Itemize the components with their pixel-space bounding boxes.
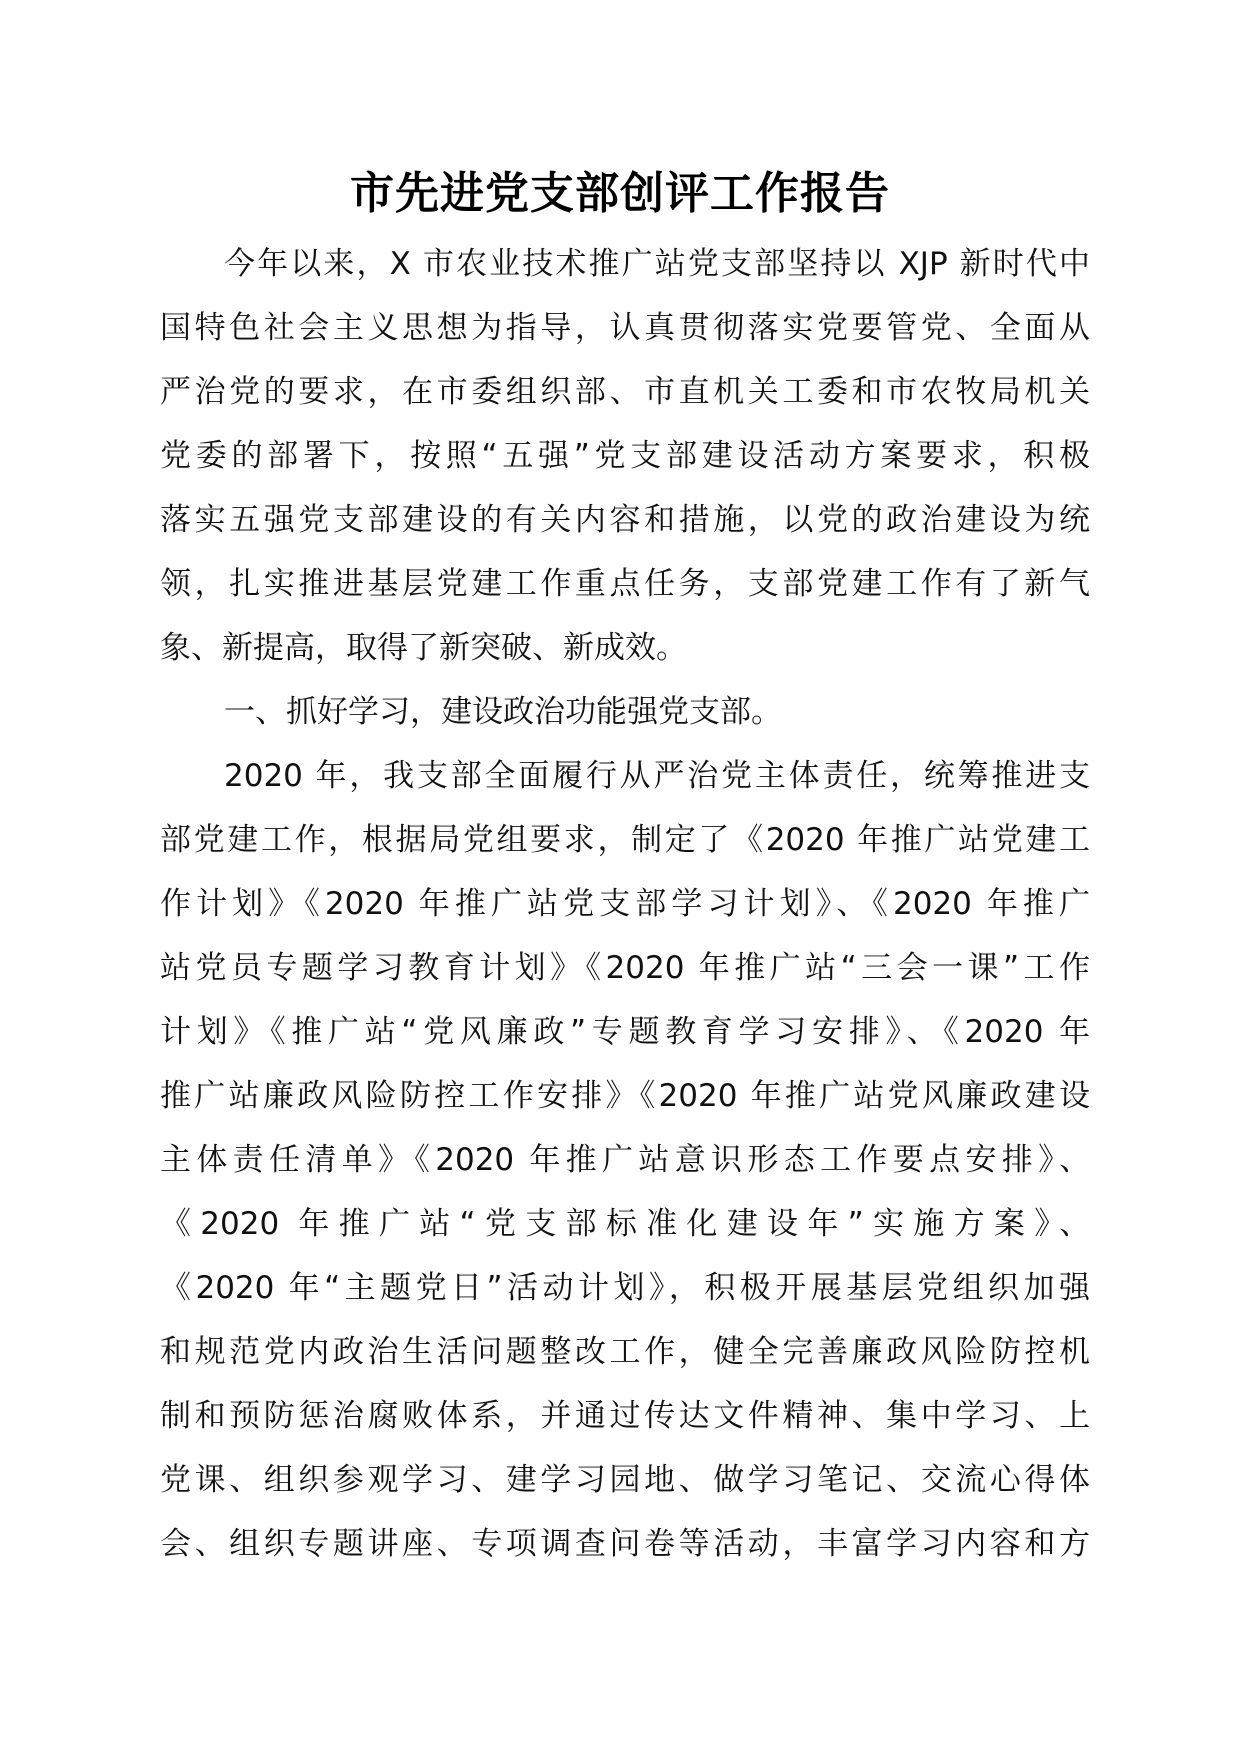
section-heading: 一、抓好学习，建设政治功能强党支部。 [224,694,782,730]
paragraph-line: 制和预防惩治腐败体系，并通过传达文件精神、集中学习、上 [160,1398,1090,1434]
paragraph-line: 党委的部署下，按照“五强”党支部建设活动方案要求，积极 [160,438,1090,474]
paragraph-line: 2020 年，我支部全面履行从严治党主体责任，统筹推进支 [224,758,1090,794]
paragraph-line: 严治党的要求，在市委组织部、市直机关工委和市农牧局机关 [160,374,1090,410]
paragraph-line: 主体责任清单》《2020 年推广站意识形态工作要点安排》、 [160,1142,1090,1178]
paragraph-line: 作计划》《2020 年推广站党支部学习计划》、《2020 年推广 [160,886,1090,922]
paragraph-line: 《2020 年“主题党日”活动计划》，积极开展基层党组织加强 [160,1270,1090,1306]
paragraph-line: 会、组织专题讲座、专项调查问卷等活动，丰富学习内容和方 [160,1526,1090,1562]
paragraph-line: 《2020 年推广站“党支部标准化建设年”实施方案》、 [160,1206,1090,1242]
paragraph-line: 象、新提高，取得了新突破、新成效。 [160,630,687,666]
paragraph-line: 领，扎实推进基层党建工作重点任务，支部党建工作有了新气 [160,566,1090,602]
paragraph-line: 站党员专题学习教育计划》《2020 年推广站“三会一课”工作 [160,950,1090,986]
paragraph-line: 推广站廉政风险防控工作安排》《2020 年推广站党风廉政建设 [160,1078,1090,1114]
paragraph-line: 落实五强党支部建设的有关内容和措施，以党的政治建设为统 [160,502,1090,538]
paragraph-line: 国特色社会主义思想为指导，认真贯彻落实党要管党、全面从 [160,310,1090,346]
paragraph-line: 计划》《推广站“党风廉政”专题教育学习安排》、《2020 年 [160,1014,1090,1050]
paragraph-line: 部党建工作，根据局党组要求，制定了《2020 年推广站党建工 [160,822,1090,858]
paragraph-line: 今年以来，X 市农业技术推广站党支部坚持以 XJP 新时代中 [224,246,1090,282]
paragraph-line: 党课、组织参观学习、建学习园地、做学习笔记、交流心得体 [160,1462,1090,1498]
paragraph-line: 和规范党内政治生活问题整改工作，健全完善廉政风险防控机 [160,1334,1090,1370]
document-title: 市先进党支部创评工作报告 [350,168,890,219]
